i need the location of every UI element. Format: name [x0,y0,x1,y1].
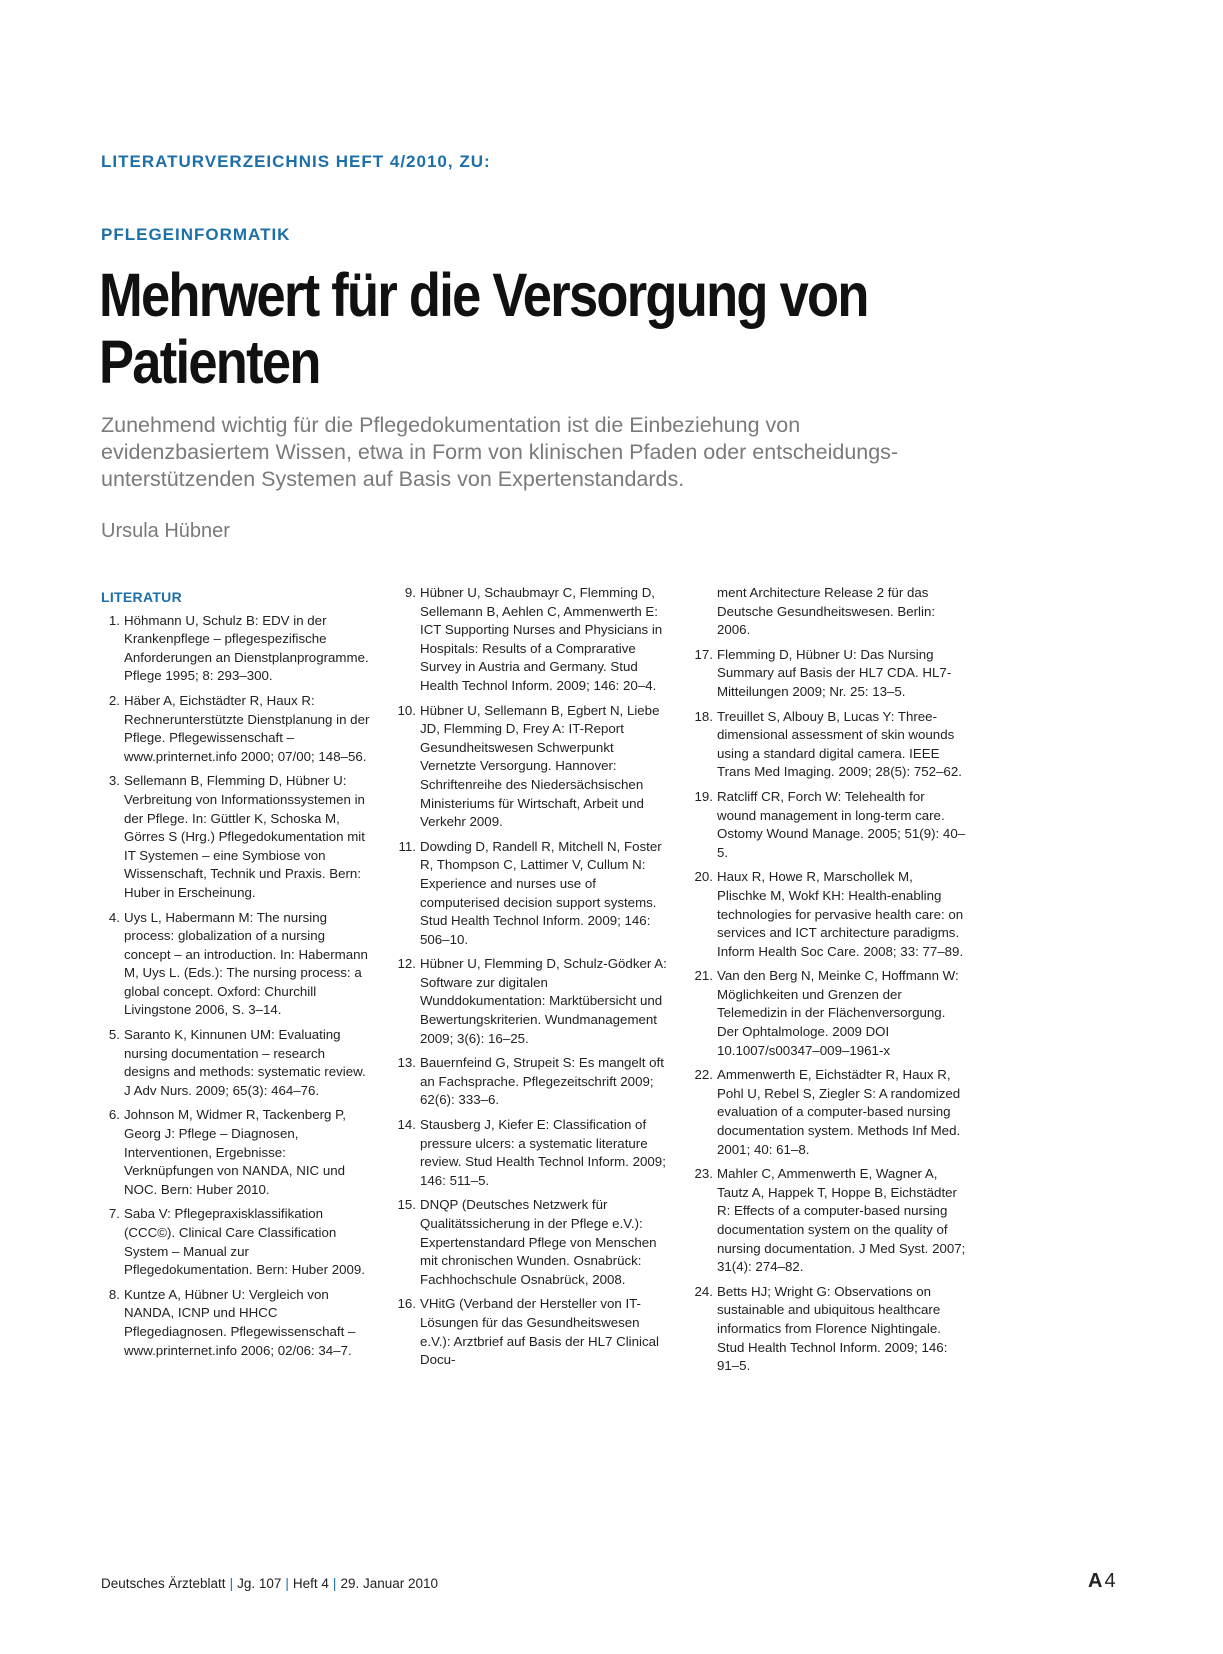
reference-text: Hübner U, Flemming D, Schulz-Gödker A: Software zur digitalen Wunddokumentation: Marktübersicht und Bewertungskriterien. Wundmanagement 2009; 3(6): 16–25. [420,956,667,1046]
reference-item [694,1165,966,1277]
reference-text: Hübner U, Schaubmayr C, Flemming D, Sellemann B, Aehlen C, Ammenwerth E: ICT Supporting Nurses and Physicians in Hospitals: Results of a Comprarative Survey in Austria and Germany. Stud Health Technol Inform. 2009; 146: 20–4. [420,585,663,693]
reference-text: Flemming D, Hübner U: Das Nursing Summary auf Basis der HL7 CDA. HL7-Mitteilungen 2009; Nr. 25: 13–5. [717,646,952,699]
issue-date: 29. Januar 2010 [340,1576,439,1591]
reference-text: Van den Berg N, Meinke C, Hoffmann W: Möglichkeiten und Grenzen der Telemedizin in der Flächenversorgung. Der Ophtalmologe. 2009 DOI 10.1007/s00347–009–1961-x [717,968,959,1058]
reference-number: 15. [397,1197,416,1213]
reference-text: Häber A, Eichstädter R, Haux R: Rechnerunterstützte Dienstplanung in der Pflege. Pflegewissenschaft – www.printernet.info 2000; 07/00; 148–56. [124,692,370,764]
footer-separator: | [229,1576,234,1591]
lead-line: unterstützenden Systemen auf Basis von Expertenstandards. [101,467,685,491]
reference-item [694,1283,966,1376]
reference-number: 13. [397,1055,416,1071]
author-name: Ursula Hübner [101,520,230,542]
reference-number: 5. [108,1027,120,1043]
reference-number: 18. [694,708,713,724]
reference-item [101,772,373,902]
reference-number: 1. [108,612,120,628]
article-lead [101,412,1001,493]
reference-number: 11. [398,838,416,854]
lead-line: Zunehmend wichtig für die Pflegedokumentation ist die Einbeziehung von [101,413,801,437]
article-title [99,262,959,396]
reference-item [694,708,966,782]
reference-number: 8. [108,1286,120,1302]
reference-number: 24. [694,1283,713,1299]
reference-text: Bauernfeind G, Strupeit S: Es mangelt oft an Fachsprache. Pflegezeitschrift 2009; 62(6): 333–6. [420,1055,664,1108]
reference-item [101,612,373,686]
reference-text: Stausberg J, Kiefer E: Classification of pressure ulcers: a systematic literature review. Stud Health Technol Inform. 2009; 146: 511–5. [420,1117,666,1188]
reference-item [101,1106,373,1199]
reference-number: 21. [694,968,713,984]
reference-text: Haux R, Howe R, Marschollek M, Plischke M, Wokf KH: Health-enabling technologies for pervasive health care: on services and ICT architecture paradigms. Inform Health Soc Care. 2008; 33: 77–89. [717,869,964,959]
reference-text: Saranto K, Kinnunen UM: Evaluating nursing documentation – research designs and methods: systematic review. J Adv Nurs. 2009; 65(3): 464–76. [124,1027,366,1098]
page-number-value: 4 [1104,1570,1116,1592]
lead-line: evidenzbasiertem Wissen, etwa in Form von klinischen Pfaden oder entscheidungs- [101,440,899,464]
reference-item [101,1205,373,1279]
reference-item [397,838,669,950]
journal-volume: Jg. 107 [237,1576,282,1591]
reference-text: Ratcliff CR, Forch W: Telehealth for wound management in long-term care. Ostomy Wound Manage. 2005; 51(9): 40–5. [717,788,966,860]
reference-number: 23. [694,1166,713,1182]
reference-text: Hübner U, Sellemann B, Egbert N, Liebe JD, Flemming D, Frey A: IT-Report Gesundheitswesen Schwerpunkt Vernetzte Versorgung. Hannover: Schriftenreihe des Niedersächsischen Ministeriums für Wirtschaft, Arbeit und Verkehr 2009. [420,702,660,830]
literature-heading: LITERATUR [101,589,182,605]
reference-text: Betts HJ; Wright G: Observations on sustainable and ubiquitous healthcare informatics from Florence Nightingale. Stud Health Technol Inform. 2009; 146: 91–5. [717,1283,948,1374]
reference-item [397,955,669,1048]
reference-item [101,1286,373,1360]
reference-item [694,646,966,702]
page-footer [101,1576,438,1591]
reference-number: 12. [397,956,416,972]
journal-name: Deutsches Ärzteblatt [101,1576,226,1591]
reference-item [397,702,669,832]
reference-item [694,868,966,961]
page-number [1088,1570,1116,1593]
reference-text: Höhmann U, Schulz B: EDV in der Krankenpflege – pflegespezifische Anforderungen an Dienstplanprogramme. Pflege 1995; 8: 293–300. [124,612,369,684]
reference-text: Mahler C, Ammenwerth E, Wagner A, Tautz A, Happek T, Hoppe B, Eichstädter R: Effects of a computer-based nursing documentation system on the quality of nursing documentation. J Med Syst. 2007; 31(4): 274–82. [717,1166,966,1275]
reference-item [101,909,373,1021]
reference-number: 17. [694,646,713,662]
reference-item [101,1026,373,1100]
reference-number: 3. [108,773,120,789]
reference-text: Treuillet S, Albouy B, Lucas Y: Three-dimensional assessment of skin wounds using a standard digital camera. IEEE Trans Med Imaging. 2009; 28(5): 752–62. [717,708,962,780]
reference-column-1 [101,584,373,1366]
reference-text: Saba V: Pflegepraxisklassifikation (CCC©). Clinical Care Classification System – Manual zur Pflegedokumentation. Bern: Huber 2009. [124,1206,365,1278]
reference-text: Kuntze A, Hübner U: Vergleich von NANDA, ICNP und HHCC Pflegediagnosen. Pflegewissenschaft – www.printernet.info 2006; 02/06: 34–7. [124,1286,356,1358]
issue-kicker: LITERATURVERZEICHNIS HEFT 4/2010, ZU: [101,152,491,171]
reference-continuation: ment Architecture Release 2 für das Deutsche Gesundheitswesen. Berlin: 2006. [717,585,936,638]
footer-separator: | [332,1576,337,1591]
reference-text: Sellemann B, Flemming D, Hübner U: Verbreitung von Informationssystemen in der Pflege. In: Güttler K, Schoska M, Görres S (Hrg.) Pflegedokumentation mit IT Systemen – eine Symbiose von Wissenschaft, Technik und Praxis. Bern: Huber in Erscheinung. [124,773,365,900]
reference-text: DNQP (Deutsches Netzwerk für Qualitätssicherung in der Pflege e.V.): Expertenstandard Pflege von Menschen mit chronischen Wunden. Osnabrück: Fachhochschule Osnabrück, 2008. [420,1197,657,1287]
reference-text: Ammenwerth E, Eichstädter R, Haux R, Pohl U, Rebel S, Ziegler S: A randomized evaluation of a computer-based nursing documentation system. Methods Inf Med. 2001; 40: 61–8. [717,1067,961,1157]
reference-number: 2. [108,692,120,708]
reference-number: 16. [397,1296,416,1312]
reference-number: 6. [108,1107,120,1123]
reference-column-2 [397,584,669,1376]
reference-text: Uys L, Habermann M: The nursing process: globalization of a nursing concept – an introduction. In: Habermann M, Uys L. (Eds.): The nursing process: a global concept. Oxford: Churchill Livingstone 2006, S. 3–14. [124,909,368,1018]
title-line: Mehrwert für die Versorgung von [99,261,868,329]
reference-number: 22. [694,1067,713,1083]
reference-number: 10. [397,702,416,718]
reference-text: Johnson M, Widmer R, Tackenberg P, Georg J: Pflege – Diagnosen, Interventionen, Ergebnisse: Verknüpfungen von NANDA, NIC und NOC. Bern: Huber 2010. [124,1107,346,1197]
reference-item [397,1295,669,1369]
reference-text: Dowding D, Randell R, Mitchell N, Foster R, Thompson C, Lattimer V, Cullum N: Experience and nurses use of computerised decision support systems. Stud Health Technol Inform. 2009; 146: 506–10. [420,838,662,947]
reference-item [101,692,373,766]
page-prefix: A [1088,1570,1103,1592]
reference-column-3 [694,584,966,1382]
reference-item [694,788,966,862]
reference-item [397,1116,669,1190]
reference-item [397,1054,669,1110]
reference-item [397,1196,669,1289]
title-line: Patienten [99,328,320,396]
reference-item [694,1066,966,1159]
reference-text: VHitG (Verband der Hersteller von IT-Lösungen für das Gesundheitswesen e.V.): Arztbrief auf Basis der HL7 Clinical Docu- [420,1296,659,1368]
journal-issue: Heft 4 [292,1576,329,1591]
reference-number: 4. [108,909,120,925]
reference-number: 20. [694,869,713,885]
reference-item [694,967,966,1060]
reference-number: 19. [694,788,713,804]
reference-number: 7. [108,1206,120,1222]
reference-item [397,584,669,696]
reference-number: 9. [404,585,416,600]
footer-separator: | [285,1576,289,1591]
reference-number: 14. [397,1117,416,1133]
section-label: PFLEGEINFORMATIK [101,225,291,244]
